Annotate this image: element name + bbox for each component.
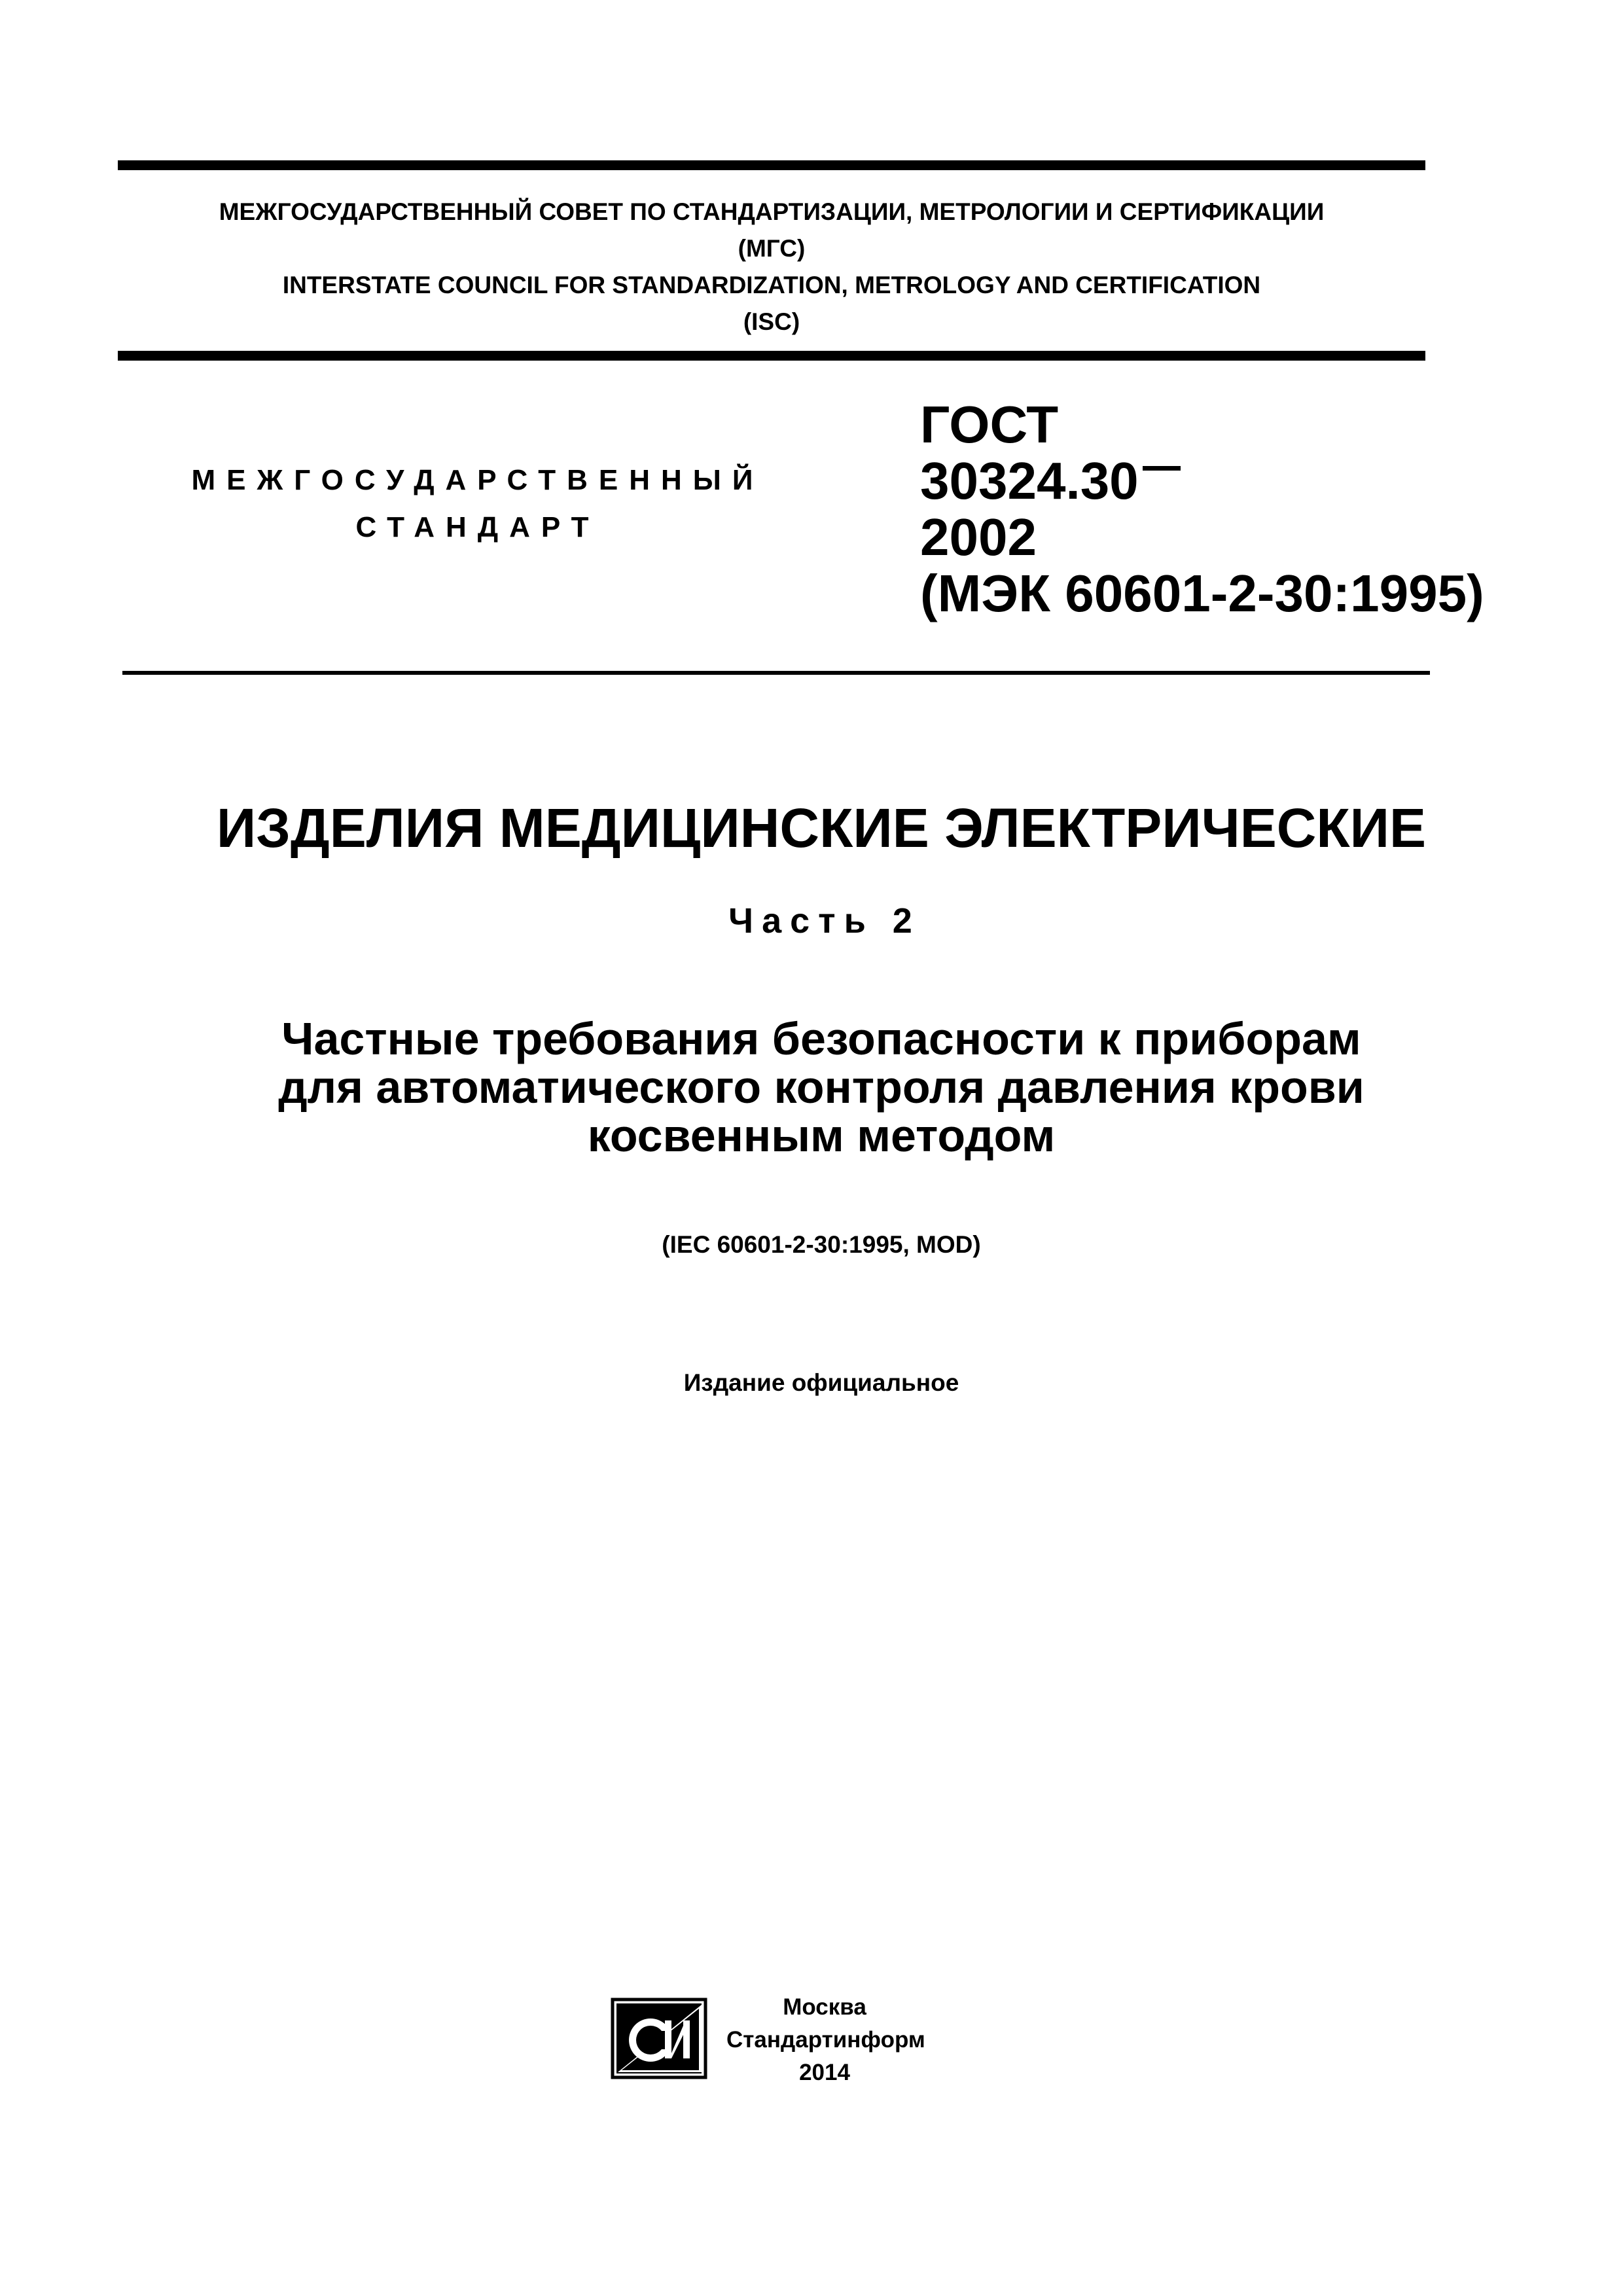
council-name-en: INTERSTATE COUNCIL FOR STANDARDIZATION, METROLOGY AND CERTIFICATION [282, 272, 1261, 298]
publisher-city: Москва [783, 1994, 866, 2020]
middle-rule [118, 351, 1425, 361]
subtitle-line: Частные требования безопасности к приборам [281, 1013, 1361, 1064]
iec-reference: (IEC 60601-2-30:1995, MOD) [662, 1231, 981, 1258]
council-header [118, 194, 1425, 340]
gost-dash [1143, 466, 1181, 471]
standard-type-line1: МЕЖГОСУДАРСТВЕННЫЙ [191, 464, 764, 496]
subtitle-line: для автоматического контроля давления крови [278, 1062, 1364, 1113]
part-label: Часть 2 [728, 901, 921, 941]
council-abbr-ru: (МГС) [738, 235, 806, 262]
standartinform-logo-icon [610, 1997, 708, 2080]
gost-number-line [920, 453, 1484, 509]
publisher-name: Стандартинформ [726, 2027, 925, 2053]
council-name-ru: МЕЖГОСУДАРСТВЕННЫЙ СОВЕТ ПО СТАНДАРТИЗАЦИИ, МЕТРОЛОГИИ И СЕРТИФИКАЦИИ [219, 198, 1325, 225]
subtitle-line: косвенным методом [587, 1110, 1056, 1161]
gost-label: ГОСТ [920, 395, 1059, 454]
council-abbr-en: (ISC) [743, 308, 800, 335]
publisher-year: 2014 [799, 2060, 850, 2085]
document-subtitle [118, 1014, 1525, 1160]
edition-label: Издание официальное [683, 1369, 959, 1396]
document-title: ИЗДЕЛИЯ МЕДИЦИНСКИЕ ЭЛЕКТРИЧЕСКИЕ [216, 797, 1427, 859]
standard-type-line2: СТАНДАРТ [355, 511, 600, 543]
top-rule [118, 160, 1425, 170]
gost-iec-equivalent: (МЭК 60601-2-30:1995) [920, 564, 1484, 622]
standard-type [124, 457, 831, 551]
gost-designation [920, 397, 1484, 622]
publisher-imprint [726, 1991, 923, 2089]
bottom-rule [122, 671, 1430, 675]
gost-number: 30324.30 [920, 452, 1139, 510]
gost-year: 2002 [920, 508, 1037, 566]
